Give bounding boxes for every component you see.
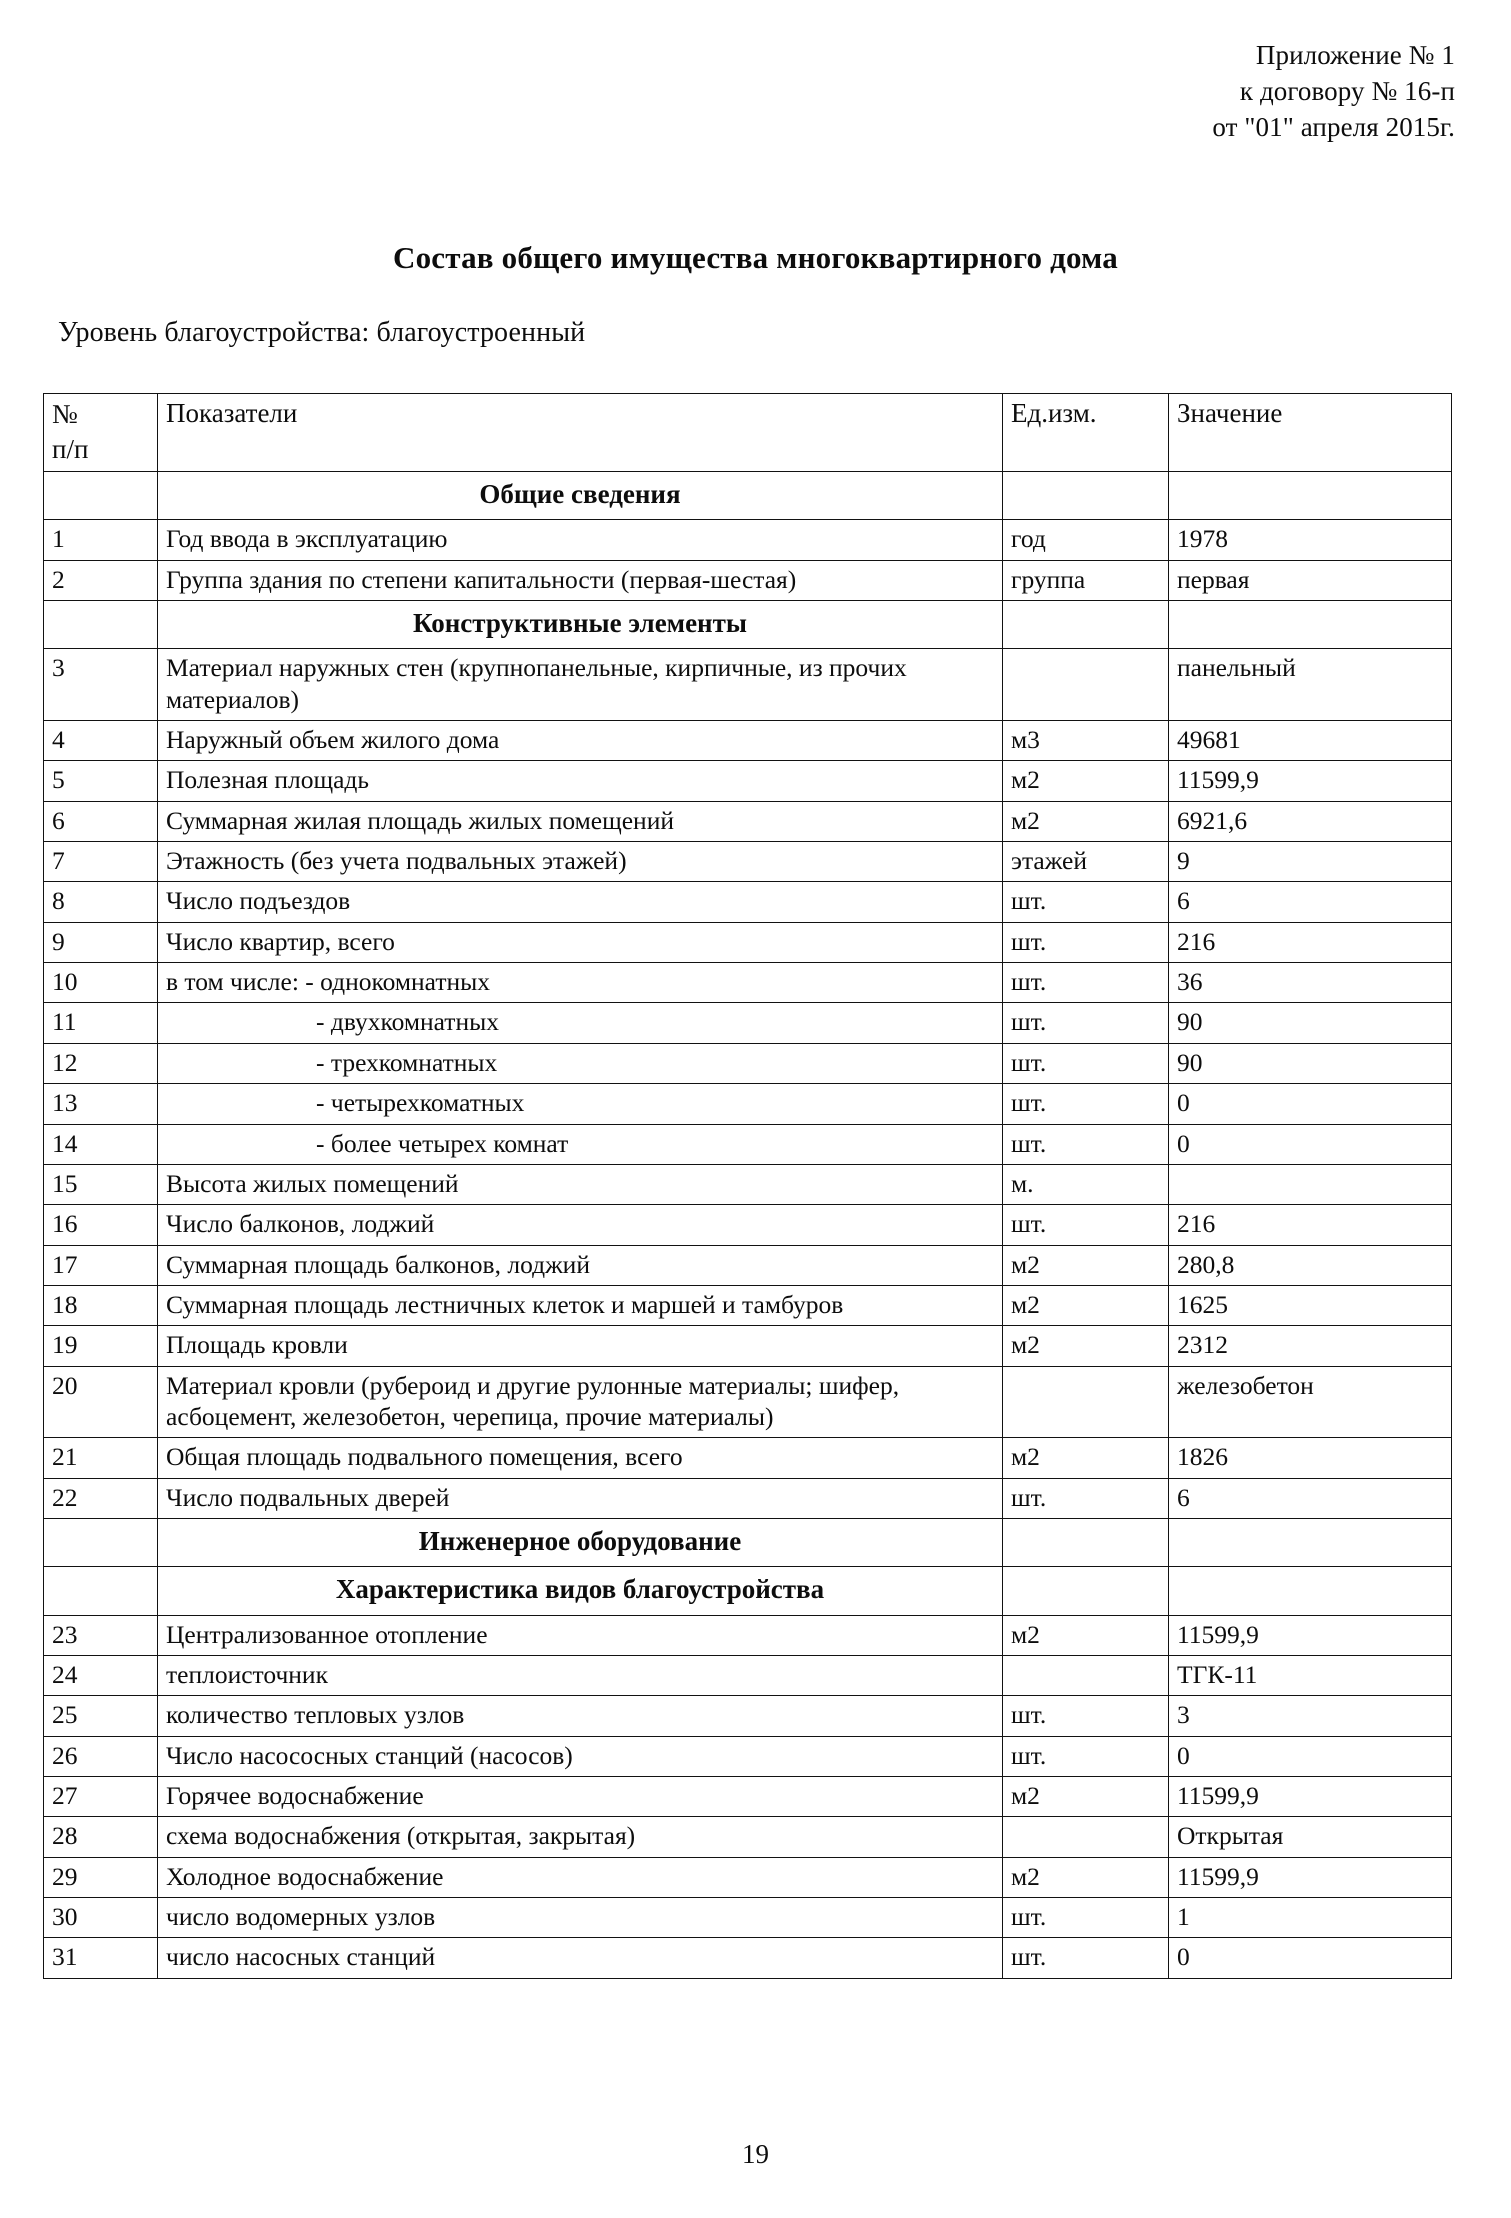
row-indicator: количество тепловых узлов: [158, 1696, 1003, 1736]
table-header-row: [44, 394, 1452, 472]
row-indicator: Материал наружных стен (крупнопанельные, кирпичные, из прочих материалов): [158, 649, 1003, 721]
table-row: [44, 1655, 1452, 1695]
row-number: 30: [44, 1898, 158, 1938]
row-value: 2312: [1169, 1326, 1452, 1366]
row-unit: шт.: [1003, 1003, 1169, 1043]
table-row: [44, 963, 1452, 1003]
table-section-row: [44, 472, 1452, 520]
table-row: [44, 1164, 1452, 1204]
row-number: 3: [44, 649, 158, 721]
row-unit: шт.: [1003, 1043, 1169, 1083]
row-value: 1826: [1169, 1438, 1452, 1478]
section-unit-cell: [1003, 1519, 1169, 1567]
row-unit: м2: [1003, 1857, 1169, 1897]
section-value-cell: [1169, 1567, 1452, 1615]
row-indicator: Горячее водоснабжение: [158, 1776, 1003, 1816]
table-row: [44, 761, 1452, 801]
row-unit: шт.: [1003, 1898, 1169, 1938]
row-indicator: Суммарная площадь лестничных клеток и маршей и тамбуров: [158, 1285, 1003, 1325]
row-number: 17: [44, 1245, 158, 1285]
table-row: [44, 1696, 1452, 1736]
table-row: [44, 1285, 1452, 1325]
row-indicator: Этажность (без учета подвальных этажей): [158, 842, 1003, 882]
row-unit: шт.: [1003, 1084, 1169, 1124]
table-row: [44, 1438, 1452, 1478]
row-unit: м3: [1003, 720, 1169, 760]
section-unit-cell: [1003, 601, 1169, 649]
table-row: [44, 1124, 1452, 1164]
header-appendix-line: Приложение № 1: [1255, 40, 1455, 70]
row-indicator: Число насососных станций (насосов): [158, 1736, 1003, 1776]
table-row: [44, 1736, 1452, 1776]
row-number: 14: [44, 1124, 158, 1164]
row-number: 5: [44, 761, 158, 801]
row-unit: этажей: [1003, 842, 1169, 882]
table-row: [44, 922, 1452, 962]
row-number: 20: [44, 1366, 158, 1438]
row-indicator: число водомерных узлов: [158, 1898, 1003, 1938]
row-number: 7: [44, 842, 158, 882]
table-row: [44, 1898, 1452, 1938]
row-indicator: Число подвальных дверей: [158, 1478, 1003, 1518]
row-indicator: Общая площадь подвального помещения, всего: [158, 1438, 1003, 1478]
page-title: Состав общего имущества многоквартирного дома: [393, 240, 1118, 275]
column-header-indicator: Показатели: [158, 394, 1003, 472]
row-value: [1169, 1164, 1452, 1204]
row-unit: м2: [1003, 1615, 1169, 1655]
table-row: [44, 1205, 1452, 1245]
row-number: 1: [44, 520, 158, 560]
table-row: [44, 720, 1452, 760]
row-indicator-text: - двухкомнатных: [316, 1007, 499, 1037]
section-number-cell: [44, 472, 158, 520]
table-row: [44, 1003, 1452, 1043]
row-number: 22: [44, 1478, 158, 1518]
row-unit: шт.: [1003, 922, 1169, 962]
row-value: 216: [1169, 922, 1452, 962]
table-row: [44, 1326, 1452, 1366]
section-value-cell: [1169, 1519, 1452, 1567]
row-value: 0: [1169, 1938, 1452, 1978]
section-label: Общие сведения: [158, 472, 1003, 520]
row-indicator: [158, 1003, 1003, 1043]
row-value: 1625: [1169, 1285, 1452, 1325]
row-number: 19: [44, 1326, 158, 1366]
row-number: 4: [44, 720, 158, 760]
row-unit: шт.: [1003, 1478, 1169, 1518]
row-number: 31: [44, 1938, 158, 1978]
table-row: [44, 1776, 1452, 1816]
row-unit: шт.: [1003, 1124, 1169, 1164]
table-row: [44, 1615, 1452, 1655]
row-unit: [1003, 1655, 1169, 1695]
row-number: 28: [44, 1817, 158, 1857]
section-label: Характеристика видов благоустройства: [158, 1567, 1003, 1615]
row-number: 23: [44, 1615, 158, 1655]
row-indicator: в том числе: - однокомнатных: [158, 963, 1003, 1003]
row-value: 90: [1169, 1003, 1452, 1043]
row-number: 29: [44, 1857, 158, 1897]
header-contract-line: к договору № 16-п: [1239, 75, 1455, 106]
row-number: 25: [44, 1696, 158, 1736]
row-unit: м2: [1003, 761, 1169, 801]
row-indicator: число насосных станций: [158, 1938, 1003, 1978]
page-number: 19: [742, 2139, 769, 2169]
row-indicator: Число подъездов: [158, 882, 1003, 922]
row-number: 10: [44, 963, 158, 1003]
row-indicator: Холодное водоснабжение: [158, 1857, 1003, 1897]
row-value: 11599,9: [1169, 761, 1452, 801]
table-row: [44, 1857, 1452, 1897]
row-value: ТГК-11: [1169, 1655, 1452, 1695]
row-indicator: Суммарная площадь балконов, лоджий: [158, 1245, 1003, 1285]
column-header-unit: Ед.изм.: [1003, 394, 1169, 472]
row-indicator: Высота жилых помещений: [158, 1164, 1003, 1204]
column-header-number-line2: п/п: [52, 433, 89, 464]
row-value: 6921,6: [1169, 801, 1452, 841]
row-unit: шт.: [1003, 1736, 1169, 1776]
row-value: 36: [1169, 963, 1452, 1003]
row-value: 280,8: [1169, 1245, 1452, 1285]
common-property-table: [43, 393, 1452, 1979]
row-unit: м2: [1003, 1245, 1169, 1285]
row-value: железобетон: [1169, 1366, 1452, 1438]
table-row: [44, 649, 1452, 721]
row-indicator: теплоисточник: [158, 1655, 1003, 1695]
row-number: 15: [44, 1164, 158, 1204]
table-row: [44, 1366, 1452, 1438]
row-value: 11599,9: [1169, 1615, 1452, 1655]
row-unit: [1003, 1817, 1169, 1857]
section-value-cell: [1169, 472, 1452, 520]
row-indicator: [158, 1084, 1003, 1124]
row-value: панельный: [1169, 649, 1452, 721]
section-number-cell: [44, 1567, 158, 1615]
row-indicator: Централизованное отопление: [158, 1615, 1003, 1655]
table-row: [44, 1084, 1452, 1124]
row-unit: группа: [1003, 560, 1169, 600]
row-unit: м2: [1003, 1326, 1169, 1366]
row-value: Открытая: [1169, 1817, 1452, 1857]
table-section-row: [44, 1519, 1452, 1567]
row-unit: шт.: [1003, 1205, 1169, 1245]
row-value: 1: [1169, 1898, 1452, 1938]
row-value: 11599,9: [1169, 1776, 1452, 1816]
row-unit: [1003, 649, 1169, 721]
row-unit: [1003, 1366, 1169, 1438]
row-unit: м2: [1003, 1285, 1169, 1325]
row-value: 49681: [1169, 720, 1452, 760]
row-unit: шт.: [1003, 1696, 1169, 1736]
table-row: [44, 842, 1452, 882]
row-indicator-text: - более четырех комнат: [316, 1128, 569, 1158]
column-header-number: [44, 394, 158, 472]
row-indicator: схема водоснабжения (открытая, закрытая): [158, 1817, 1003, 1857]
row-number: 13: [44, 1084, 158, 1124]
row-unit: м2: [1003, 1776, 1169, 1816]
row-unit: м2: [1003, 1438, 1169, 1478]
row-number: 18: [44, 1285, 158, 1325]
row-number: 11: [44, 1003, 158, 1043]
header-date-line: от "01" апреля 2015г.: [1212, 111, 1455, 142]
row-unit: год: [1003, 520, 1169, 560]
row-indicator-text: - четырехкоматных: [316, 1088, 525, 1118]
row-indicator: [158, 1043, 1003, 1083]
table-section-row: [44, 601, 1452, 649]
row-indicator: Группа здания по степени капитальности (первая-шестая): [158, 560, 1003, 600]
row-indicator: Число балконов, лоджий: [158, 1205, 1003, 1245]
row-unit: м2: [1003, 801, 1169, 841]
table-head: [44, 394, 1452, 472]
row-unit: шт.: [1003, 882, 1169, 922]
row-number: 24: [44, 1655, 158, 1695]
row-number: 21: [44, 1438, 158, 1478]
table-row: [44, 1478, 1452, 1518]
row-indicator: Площадь кровли: [158, 1326, 1003, 1366]
row-number: 16: [44, 1205, 158, 1245]
row-value: 0: [1169, 1084, 1452, 1124]
row-number: 8: [44, 882, 158, 922]
improvement-level-line: Уровень благоустройства: благоустроенный: [58, 317, 586, 348]
row-indicator: Полезная площадь: [158, 761, 1003, 801]
row-unit: шт.: [1003, 963, 1169, 1003]
row-number: 9: [44, 922, 158, 962]
row-number: 6: [44, 801, 158, 841]
row-value: первая: [1169, 560, 1452, 600]
column-header-number-line1: №: [52, 399, 78, 429]
table-section-row: [44, 1567, 1452, 1615]
row-number: 26: [44, 1736, 158, 1776]
row-indicator: [158, 1124, 1003, 1164]
row-indicator: Наружный объем жилого дома: [158, 720, 1003, 760]
row-indicator-text: - трехкомнатных: [316, 1047, 498, 1077]
row-value: 216: [1169, 1205, 1452, 1245]
row-value: 90: [1169, 1043, 1452, 1083]
table-row: [44, 1245, 1452, 1285]
table-body: [44, 472, 1452, 1979]
table-row: [44, 520, 1452, 560]
row-value: 9: [1169, 842, 1452, 882]
row-value: 3: [1169, 1696, 1452, 1736]
row-value: 6: [1169, 1478, 1452, 1518]
common-property-table-wrap: [43, 393, 1451, 1979]
row-value: 0: [1169, 1736, 1452, 1776]
row-value: 6: [1169, 882, 1452, 922]
row-indicator: Число квартир, всего: [158, 922, 1003, 962]
row-indicator: Суммарная жилая площадь жилых помещений: [158, 801, 1003, 841]
table-row: [44, 1043, 1452, 1083]
table-row: [44, 560, 1452, 600]
section-number-cell: [44, 601, 158, 649]
section-number-cell: [44, 1519, 158, 1567]
section-label: Конструктивные элементы: [158, 601, 1003, 649]
section-value-cell: [1169, 601, 1452, 649]
section-unit-cell: [1003, 1567, 1169, 1615]
row-unit: м.: [1003, 1164, 1169, 1204]
row-number: 12: [44, 1043, 158, 1083]
row-value: 1978: [1169, 520, 1452, 560]
row-unit: шт.: [1003, 1938, 1169, 1978]
row-value: 0: [1169, 1124, 1452, 1164]
section-label: Инженерное оборудование: [158, 1519, 1003, 1567]
document-header-block: [1212, 38, 1455, 146]
table-row: [44, 801, 1452, 841]
row-number: 2: [44, 560, 158, 600]
row-number: 27: [44, 1776, 158, 1816]
section-unit-cell: [1003, 472, 1169, 520]
row-value: 11599,9: [1169, 1857, 1452, 1897]
column-header-value: Значение: [1169, 394, 1452, 472]
table-row: [44, 882, 1452, 922]
row-indicator: Год ввода в эксплуатацию: [158, 520, 1003, 560]
table-row: [44, 1938, 1452, 1978]
row-indicator: Материал кровли (рубероид и другие рулонные материалы; шифер, асбоцемент, железобетон, черепица, прочие материалы): [158, 1366, 1003, 1438]
table-row: [44, 1817, 1452, 1857]
